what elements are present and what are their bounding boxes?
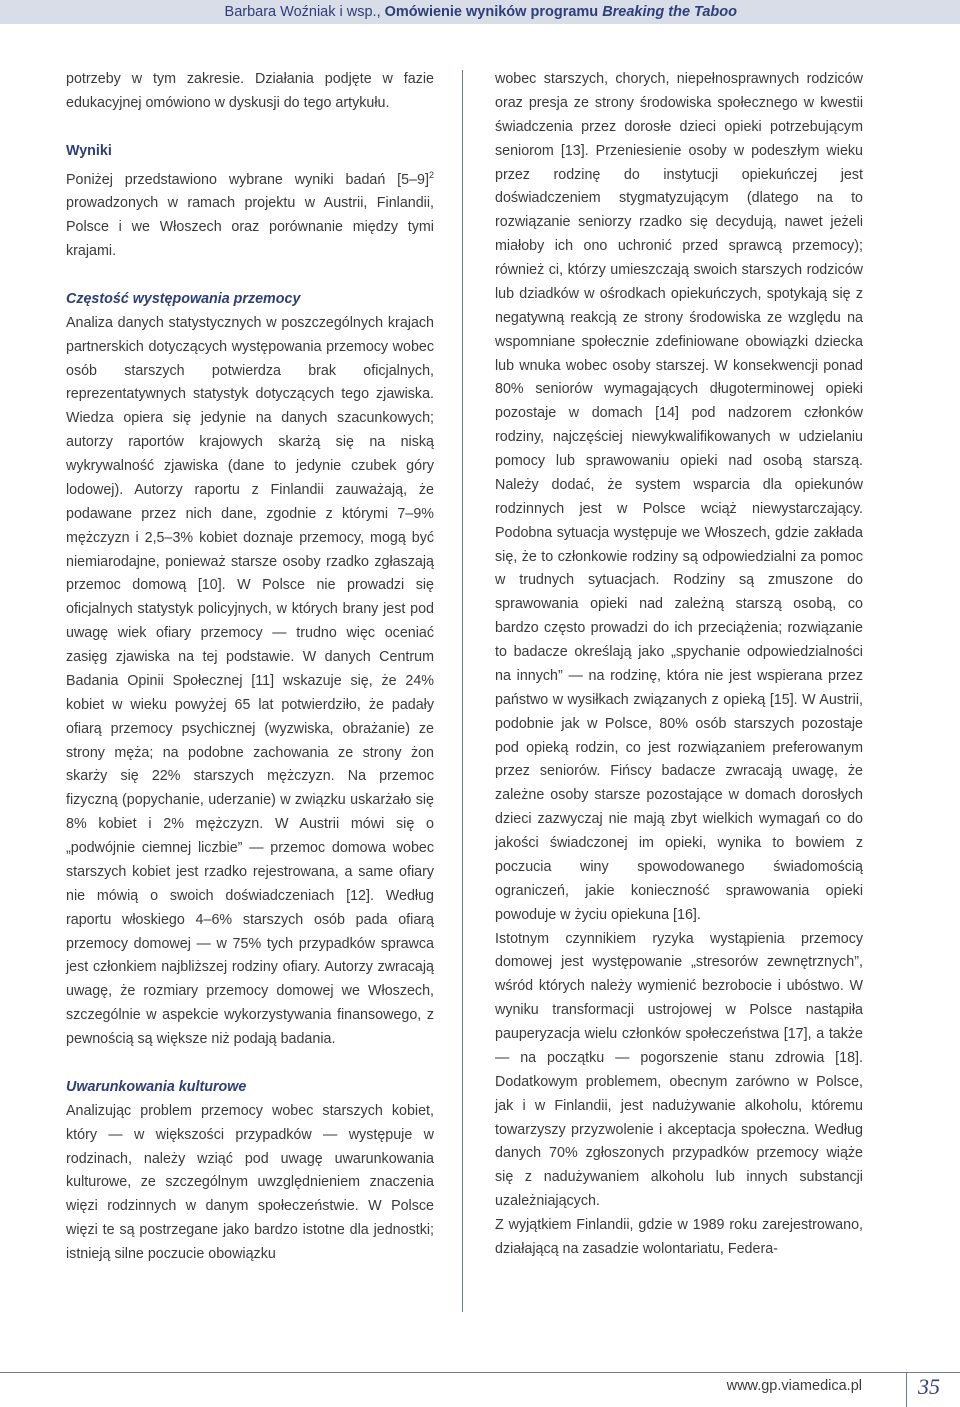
paragraph: potrzeby w tym zakresie. Działania podjęte w fazie edukacyjnej omówiono w dyskusji do tego artykułu.	[66, 71, 434, 111]
section-heading-cultural: Uwarunkowania kulturowe	[66, 1078, 247, 1095]
paragraph: Analizując problem przemocy wobec starszych kobiet, który — w większości przypadków — występuje w rodzinach, należy wziąć pod uwagę uwarunkowania kulturowe, ze szczególnym uwzględnieniem znaczenia więzi rodzinnych w danym społeczeństwie. W Polsce więzi te są postrzegane jako bardzo istotne dla jednostki; istnieją silne poczucie obowiązku	[66, 1102, 434, 1263]
right-column	[495, 68, 863, 1262]
column-divider	[462, 70, 463, 1312]
paragraph: Poniżej przedstawiono wybrane wyniki badań $[5-9]^2$ prowadzonych w ramach projektu w Austrii, Finlandii, Polsce i we Włoszech oraz porównanie między tymi krajami.	[66, 169, 434, 260]
paragraph: Z wyjątkiem Finlandii, gdzie w 1989 roku zarejestrowano, działającą na zasadzie wolontariatu, Federa-	[495, 1217, 863, 1257]
running-header: Barbara Woźniak i wsp., Omówienie wyników programu Breaking the Taboo	[0, 0, 960, 24]
header-authors: Barbara Woźniak i wsp.	[224, 4, 377, 20]
paragraph: wobec starszych, chorych, niepełnosprawnych rodziców oraz presja ze strony środowiska społecznego w kwestii świadczenia przez dorosłe dzieci opieki potrzebującym seniorom [13]. Przeniesienie osoby w podeszłym wieku przez rodzinę do instytucji opiekuńczej jest doświadczeniem stygmatyzującym (dlatego na to rozwiązanie seniorzy rzadko się decydują, nawet jeżeli miałoby ich ono uchronić przed sprawcą przemocy); również ci, którzy umieszczają swoich starszych rodziców lub dziadków w ośrodkach opiekuńczych, spotykają się z negatywną reakcją ze strony środowiska ze względu na wspomniane społecznie zdefiniowane obowiązki dziecka lub wnuka wobec osoby starszej. W konsekwencji ponad 80% seniorów wymagających długoterminowej opieki pozostaje w domach [14] pod nadzorem członków rodziny, najczęściej niewykwalifikowanych w udzielaniu pomocy lub sprawowaniu opieki nad osobą starszą. Należy dodać, że system wsparcia dla opiekunów rodzinnych jest w Polsce wciąż niewystarczający. Podobna sytuacja występuje we Włoszech, gdzie zakłada się, że to członkowie rodziny są odpowiedzialni za pomoc w trudnych sytuacjach. Rodziny są zmuszone do sprawowania opieki nad zależną starszą osobą, co bardzo często prowadzi do ich przeciążenia; rozwiązanie to badacze określają jako „spychanie odpowiedzialności na innych” — na rodzinę, która nie jest wspierana przez państwo w wysiłkach związanych z opieką [15]. W Austrii, podobnie jak w Polsce, 80% osób starszych pozostaje pod opieką rodzin, co jest rozwiązaniem preferowanym przez seniorów. Fińscy badacze zwracają uwagę, że zależne osoby starsze pozostające w domach dorosłych dzieci zazwyczaj nie mają zbyt wielkich wymagań co do jakości świadczonej im opieki, wynika to bowiem z poczucia winy spowodowanego świadomością ograniczeń, jakie konieczność sprawowania opieki powoduje w życiu opiekuna [16].	[495, 71, 863, 923]
footer-rule	[0, 1372, 960, 1373]
header-title-italic: Breaking the Taboo	[602, 4, 737, 20]
footer-url: www.gp.viamedica.pl	[726, 1378, 862, 1394]
section-heading-frequency: Częstość występowania przemocy	[66, 290, 301, 307]
section-heading-results: Wyniki	[66, 142, 112, 159]
header-title: Omówienie wyników programu	[384, 4, 603, 20]
footer-divider	[906, 1372, 907, 1407]
paragraph: Analiza danych statystycznych w poszczególnych krajach partnerskich dotyczących występowania przemocy wobec osób starszych potwierdza brak oficjalnych, reprezentatywnych statystyk dotyczących tego zjawiska. Wiedza opiera się jedynie na danych szacunkowych; autorzy raportów krajowych skarżą się na niską wykrywalność zjawiska (dane to jedynie czubek góry lodowej). Autorzy raportu z Finlandii zauważają, że podawane przez nich dane, zgodnie z którymi 7–9% mężczyzn i 2,5–3% kobiet doznaje przemocy, mogą być niemiarodajne, ponieważ starsze osoby rzadko zgłaszają przemoc domową [10]. W Polsce nie prowadzi się oficjalnych statystyk policyjnych, w których brany jest pod uwagę wiek ofiary przemocy — trudno więc oceniać zasięg zjawiska na tej podstawie. W danych Centrum Badania Opinii Społecznej [11] wskazuje się, że 24% kobiet w wieku powyżej 65 lat potwierdziło, że padały ofiarą przemocy psychicznej (wyzwiska, obrażanie) ze strony męża; na podobne zachowania ze strony żon skarży się 22% starszych mężczyzn. Na przemoc fizyczną (popychanie, uderzanie) w związku uskarżało się 8% kobiet i 2% mężczyzn. W Austrii mówi się o „podwójnie ciemnej liczbie” — przemoc domowa wobec starszych kobiet jest rzadko rejestrowana, a same ofiary nie mówią o swoich doświadczeniach [12]. Według raportu włoskiego 4–6% starszych osób pada ofiarą przemocy domowej — w 75% tych przypadków sprawca jest członkiem najbliższej rodziny ofiary. Autorzy zwracają uwagę, że rozmiary przemocy domowej we Włoszech, szczególnie w aspekcie wykorzystywania finansowego, z pewnością są większe niż podają badania.	[66, 314, 434, 1048]
paragraph: Istotnym czynnikiem ryzyka wystąpienia przemocy domowej jest występowanie „stresorów zewnętrznych”, wśród których należy wymienić bezrobocie i ubóstwo. W wyniku transformacji ustrojowej w Polsce nastąpiła pauperyzacja wielu członków społeczeństwa [17], a także — na początku — pogorszenie stanu zdrowia [18]. Dodatkowym problemem, obecnym zarówno w Polsce, jak i w Finlandii, jest nadużywanie alkoholu, któremu towarzyszy przyzwolenie i akceptacja społeczna. Według danych 70% zgłoszonych przypadków przemocy wiąże się z nadużywaniem alkoholu lub innych substancji uzależniających.	[495, 930, 863, 1210]
page-number: 35	[918, 1374, 940, 1399]
left-column	[66, 68, 434, 1267]
